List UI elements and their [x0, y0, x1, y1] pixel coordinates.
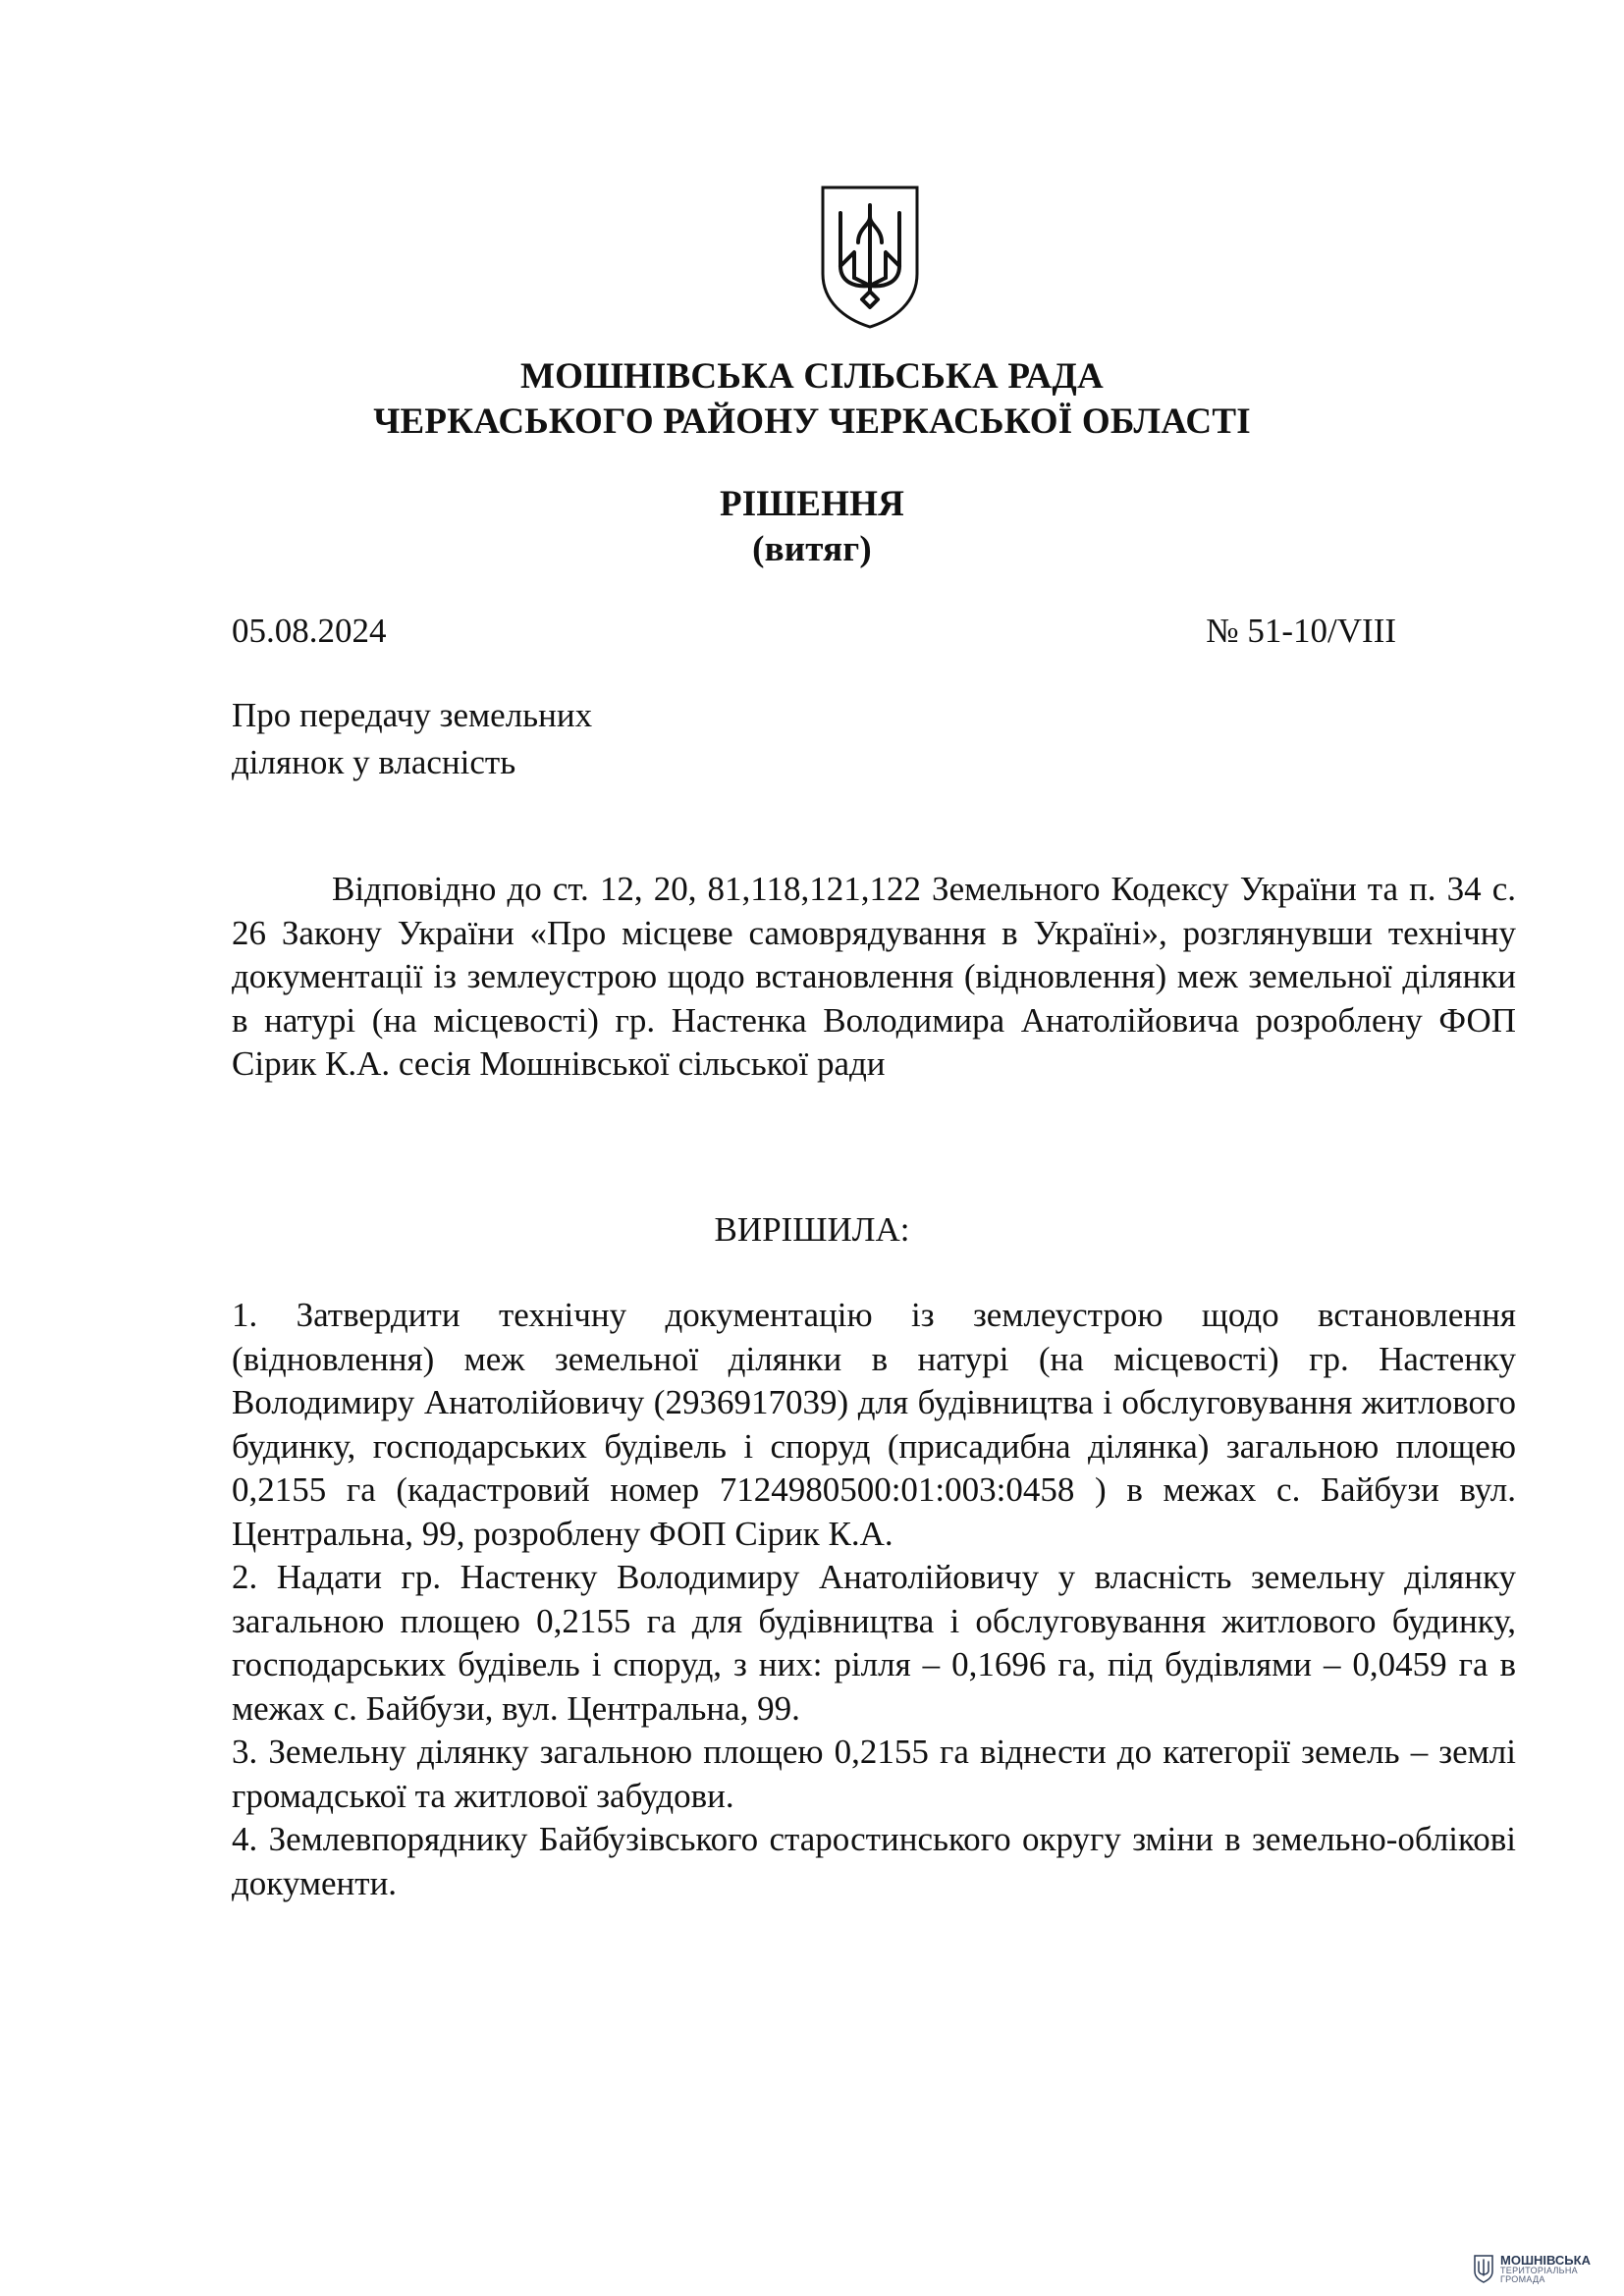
preamble-paragraph: Відповідно до ст. 12, 20, 81,118,121,122 Земельного Кодексу України та п. 34 с. 26 Закону України «Про місцеве самоврядування в Україні», розглянувши технічну документації із землеустрою щодо встановлення (відновлення) меж земельної ділянки в натурі (на місцевості) гр. Настенка Володимира Анатолійовича розроблену ФОП Сірик К.А. сесія Мошнівської сільської ради [232, 870, 1516, 1083]
document-meta [232, 609, 1396, 654]
subject-line1: Про передачу земельних [232, 696, 593, 734]
resolution-items [232, 1294, 1516, 1905]
document-subject [232, 692, 592, 786]
document-number: № 51-10/VIII [1206, 612, 1396, 650]
subject-line2: ділянок у власність [232, 743, 516, 781]
document-date: 05.08.2024 [232, 612, 387, 650]
footer-logo [1473, 2248, 1591, 2289]
resolved-heading: ВИРІШИЛА: [714, 1210, 910, 1249]
resolution-item-4: 4. Землевпоряднику Байбузівського старостинського округу зміни в земельно-облікові документи. [232, 1820, 1516, 1902]
footer-brand-line1: МОШНІВСЬКА [1500, 2252, 1591, 2268]
document-type: РІШЕННЯ [720, 484, 904, 524]
trident-icon [1473, 2254, 1494, 2283]
council-name-line2: ЧЕРКАСЬКОГО РАЙОНУ ЧЕРКАСЬКОЇ ОБЛАСТІ [373, 401, 1251, 442]
document-title [0, 482, 1624, 572]
resolution-item-2: 2. Надати гр. Настенку Володимиру Анатолійовичу у власність земельну ділянку загальною площею 0,2155 га для будівництва і обслуговування житлового будинку, господарських будівель і споруд, з них: рілля – 0,1696 га, під будівлями – 0,0459 га в межах с. Байбузи, вул. Центральна, 99. [232, 1558, 1516, 1728]
footer-brand-line3: ГРОМАДА [1500, 2273, 1545, 2284]
resolution-item-1: 1. Затвердити технічну документацію із землеустрою щодо встановлення (відновлення) меж земельної ділянки в натурі (на місцевості) гр. Настенку Володимиру Анатолійовичу (2936917039) для будівництва і обслуговування житлового будинку, господарських будівель і споруд (присадибна ділянка) загальною площею 0,2155 га (кадастровий номер 7124980500:01:003:0458 ) в межах с. Байбузи вул. Центральна, 99, розроблену ФОП Сірик К.А. [232, 1296, 1516, 1553]
resolution-item-3: 3. Земельну ділянку загальною площею 0,2155 га віднести до категорії земель – землі громадської та житлової забудови. [232, 1733, 1516, 1815]
footer-brand-line2: ТЕРИТОРІАЛЬНА [1500, 2265, 1578, 2275]
footer-brand [1500, 2254, 1591, 2284]
council-name-line1: МОШНІВСЬКА СІЛЬСЬКА РАДА [520, 356, 1104, 397]
document-subtype: (витяг) [752, 529, 872, 569]
coat-of-arms-icon [819, 184, 921, 331]
council-name [0, 354, 1624, 445]
